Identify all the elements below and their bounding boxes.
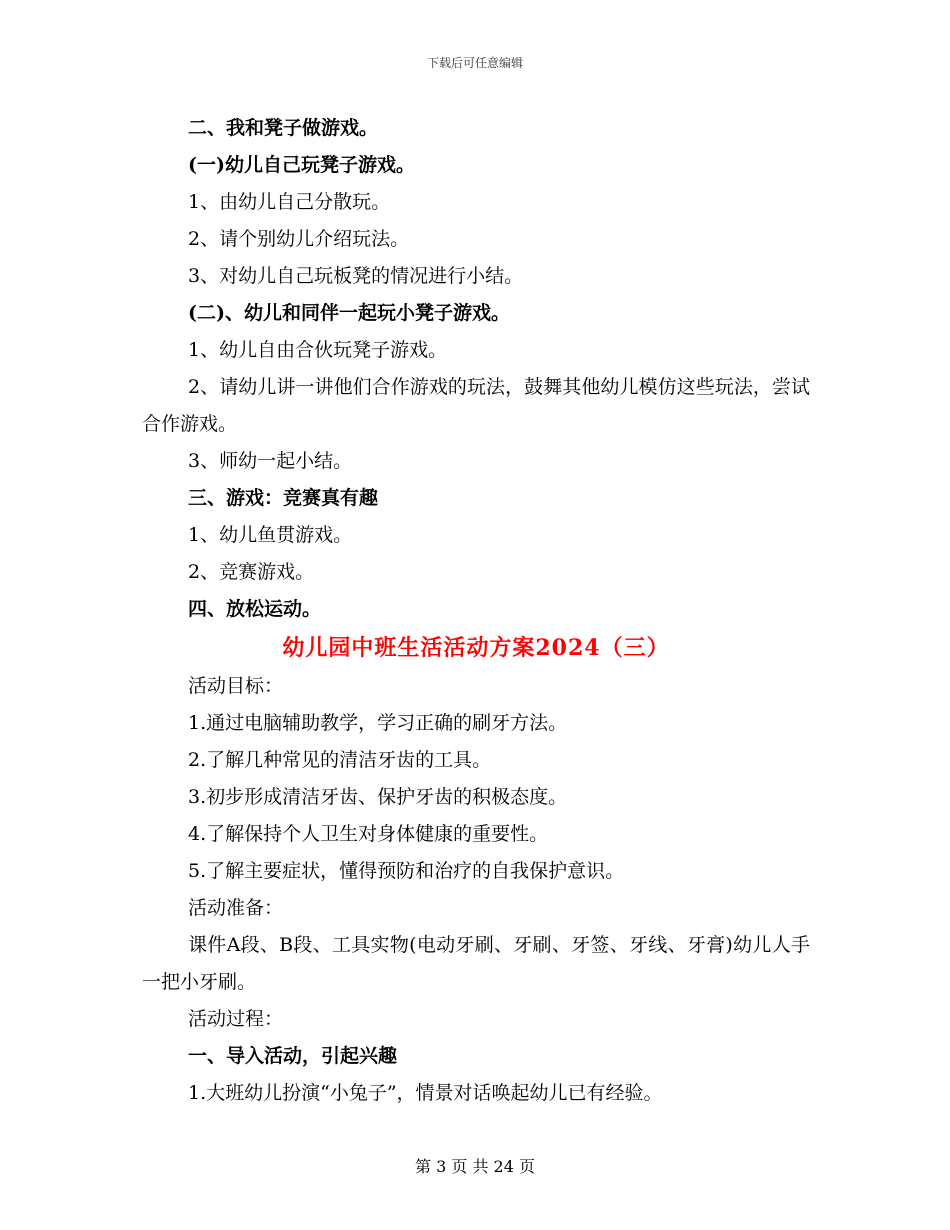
document-header-note: 下载后可任意编辑 xyxy=(426,56,523,70)
section-heading: 三、游戏：竞赛真有趣 xyxy=(188,487,379,509)
list-item: 1、幼儿自由合伙玩凳子游戏。 xyxy=(188,339,448,361)
section-label: 活动准备： xyxy=(188,897,284,919)
list-item: 4.了解保持个人卫生对身体健康的重要性。 xyxy=(188,823,549,845)
preparation-paragraph: 课件A段、B段、工具实物(电动牙刷、牙刷、牙签、牙线、牙膏)幼儿人手一把小牙刷。 xyxy=(142,934,810,993)
section-heading: 一、导入活动，引起兴趣 xyxy=(188,1045,398,1067)
section-label: 活动过程： xyxy=(188,1008,284,1030)
section-heading: 二、我和凳子做游戏。 xyxy=(188,117,379,139)
list-item: 3.初步形成清洁牙齿、保护牙齿的积极态度。 xyxy=(188,786,568,808)
subsection-heading: (二)、幼儿和同伴一起玩小凳子游戏。 xyxy=(188,302,510,324)
list-item: 2.了解几种常见的清洁牙齿的工具。 xyxy=(188,749,492,771)
document-title: 幼儿园中班生活活动方案2024（三） xyxy=(282,635,670,661)
section-heading: 四、放松运动。 xyxy=(188,598,322,620)
document-body xyxy=(142,110,810,1112)
page-number: 第 3 页 共 24 页 xyxy=(415,1157,535,1176)
list-item: 1.大班幼儿扮演“小兔子”，情景对话唤起幼儿已有经验。 xyxy=(188,1082,663,1104)
list-item: 2、竞赛游戏。 xyxy=(188,561,315,583)
list-item-paragraph: 2、请幼儿讲一讲他们合作游戏的玩法，鼓舞其他幼儿模仿这些玩法，尝试合作游戏。 xyxy=(142,376,810,435)
list-item: 5.了解主要症状，懂得预防和治疗的自我保护意识。 xyxy=(188,860,625,882)
list-item: 1、由幼儿自己分散玩。 xyxy=(188,191,391,213)
list-item: 3、师幼一起小结。 xyxy=(188,450,353,472)
section-label: 活动目标： xyxy=(188,675,284,697)
list-item: 1.通过电脑辅助教学，学习正确的刷牙方法。 xyxy=(188,712,568,734)
list-item: 1、幼儿鱼贯游戏。 xyxy=(188,524,353,546)
subsection-heading: (一)幼儿自己玩凳子游戏。 xyxy=(188,154,415,176)
list-item: 3、对幼儿自己玩板凳的情况进行小结。 xyxy=(188,265,524,287)
list-item: 2、请个别幼儿介绍玩法。 xyxy=(188,228,410,250)
